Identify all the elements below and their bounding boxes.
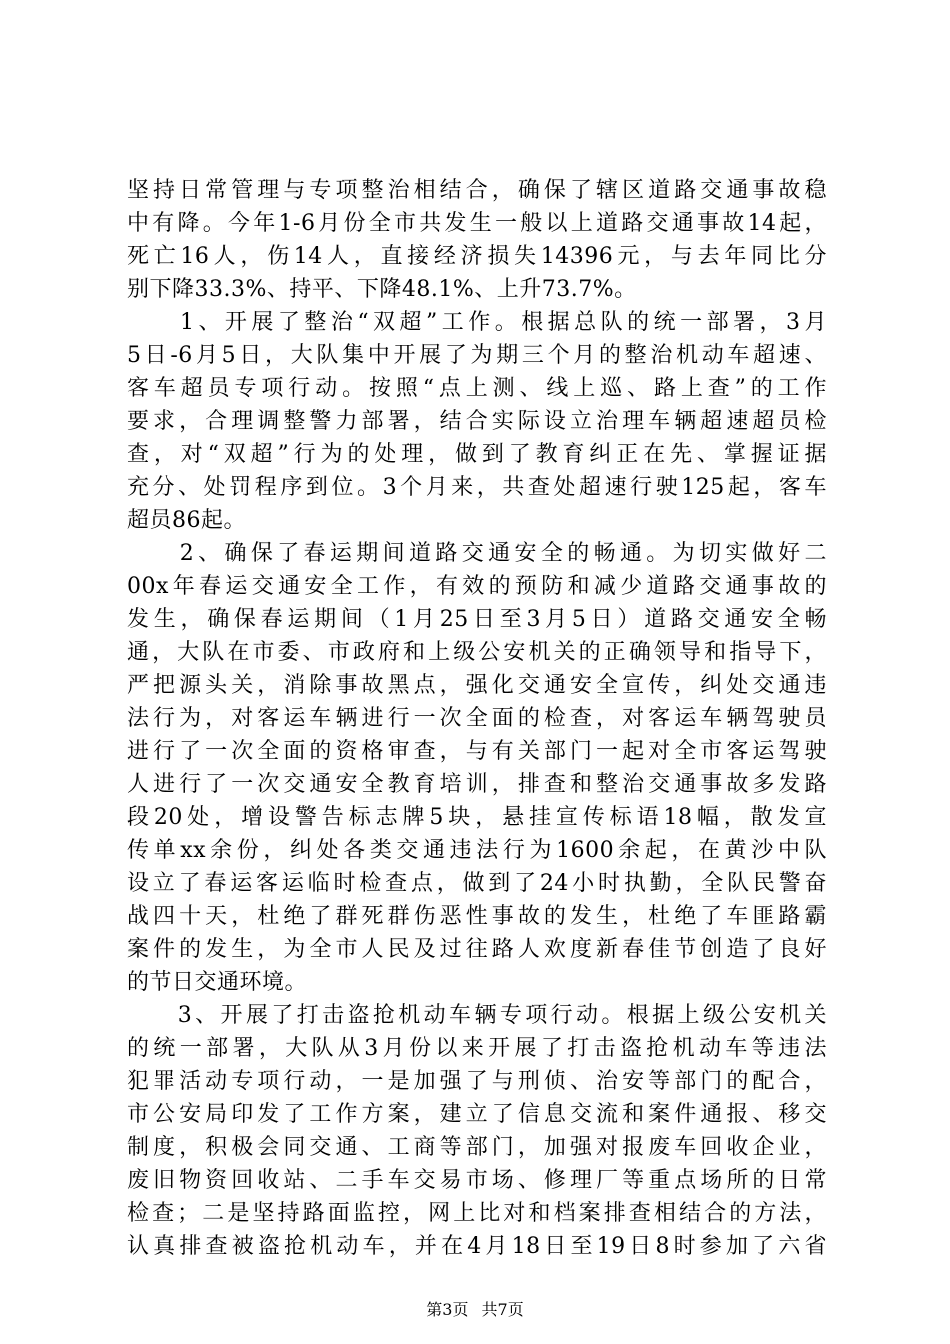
text-line: 客车超员专项行动。按照“点上测、线上巡、路上查”的工作 — [127, 376, 827, 401]
text-line: 发生，确保春运期间（1月25日至3月5日）道路交通安全畅 — [127, 607, 827, 632]
text-line: 5日-6月5日，大队集中开展了为期三个月的整治机动车超速、 — [127, 343, 827, 368]
page-number: 第3页 — [426, 1300, 469, 1319]
text-line: 检查；二是坚持路面监控，网上比对和档案排查相结合的方法， — [127, 1201, 827, 1226]
text-line: 市公安局印发了工作方案，建立了信息交流和案件通报、移交 — [127, 1102, 827, 1127]
text-line: 坚持日常管理与专项整治相结合，确保了辖区道路交通事故稳 — [127, 178, 827, 203]
text-line: 制度，积极会同交通、工商等部门，加强对报废车回收企业， — [127, 1135, 827, 1160]
text-line: 别下降33.3%、持平、下降48.1%、上升73.7%。 — [127, 277, 637, 302]
text-line: 通，大队在市委、市政府和上级公安机关的正确领导和指导下， — [127, 640, 827, 665]
text-line: 法行为，对客运车辆进行一次全面的检查，对客运车辆驾驶员 — [127, 706, 827, 731]
text-line: 超员86起。 — [127, 508, 246, 533]
text-line: 认真排查被盗抢机动车，并在4月18日至19日8时参加了六省 — [127, 1234, 827, 1259]
text-line: 进行了一次全面的资格审查，与有关部门一起对全市客运驾驶 — [127, 739, 827, 764]
body-text — [127, 174, 827, 1263]
text-line: 00x年春运交通安全工作，有效的预防和减少道路交通事故的 — [127, 574, 827, 599]
text-line: 充分、处罚程序到位。3个月来，共查处超速行驶125起，客车 — [127, 475, 827, 500]
text-line: 死亡16人，伤14人，直接经济损失14396元，与去年同比分 — [127, 244, 827, 269]
text-line: 的节日交通环境。 — [127, 970, 308, 995]
text-line: 1、开展了整治“双超”工作。根据总队的统一部署，3月 — [127, 310, 827, 335]
text-line: 战四十天，杜绝了群死群伤恶性事故的发生，杜绝了车匪路霸 — [127, 904, 827, 929]
text-line: 中有降。今年1-6月份全市共发生一般以上道路交通事故14起， — [127, 211, 827, 236]
text-line: 废旧物资回收站、二手车交易市场、修理厂等重点场所的日常 — [127, 1168, 827, 1193]
text-line: 犯罪活动专项行动，一是加强了与刑侦、治安等部门的配合， — [127, 1069, 827, 1094]
text-line: 2、确保了春运期间道路交通安全的畅通。为切实做好二 — [127, 541, 827, 566]
page-footer — [0, 1300, 950, 1320]
text-line: 传单xx余份，纠处各类交通违法行为1600余起，在黄沙中队 — [127, 838, 827, 863]
text-line: 案件的发生，为全市人民及过往路人欢度新春佳节创造了良好 — [127, 937, 827, 962]
text-line: 设立了春运客运临时检查点，做到了24小时执勤，全队民警奋 — [127, 871, 827, 896]
text-line: 查，对“双超”行为的处理，做到了教育纠正在先、掌握证据 — [127, 442, 827, 467]
text-line: 段20处，增设警告标志牌5块，悬挂宣传标语18幅，散发宣 — [127, 805, 827, 830]
text-line: 严把源头关，消除事故黑点，强化交通安全宣传，纠处交通违 — [127, 673, 827, 698]
text-line: 的统一部署，大队从3月份以来开展了打击盗抢机动车等违法 — [127, 1036, 827, 1061]
text-line: 人进行了一次交通安全教育培训，排查和整治交通事故多发路 — [127, 772, 827, 797]
page-total: 共7页 — [481, 1300, 524, 1319]
text-line: 3、开展了打击盗抢机动车辆专项行动。根据上级公安机关 — [127, 1003, 827, 1028]
text-line: 要求，合理调整警力部署，结合实际设立治理车辆超速超员检 — [127, 409, 827, 434]
